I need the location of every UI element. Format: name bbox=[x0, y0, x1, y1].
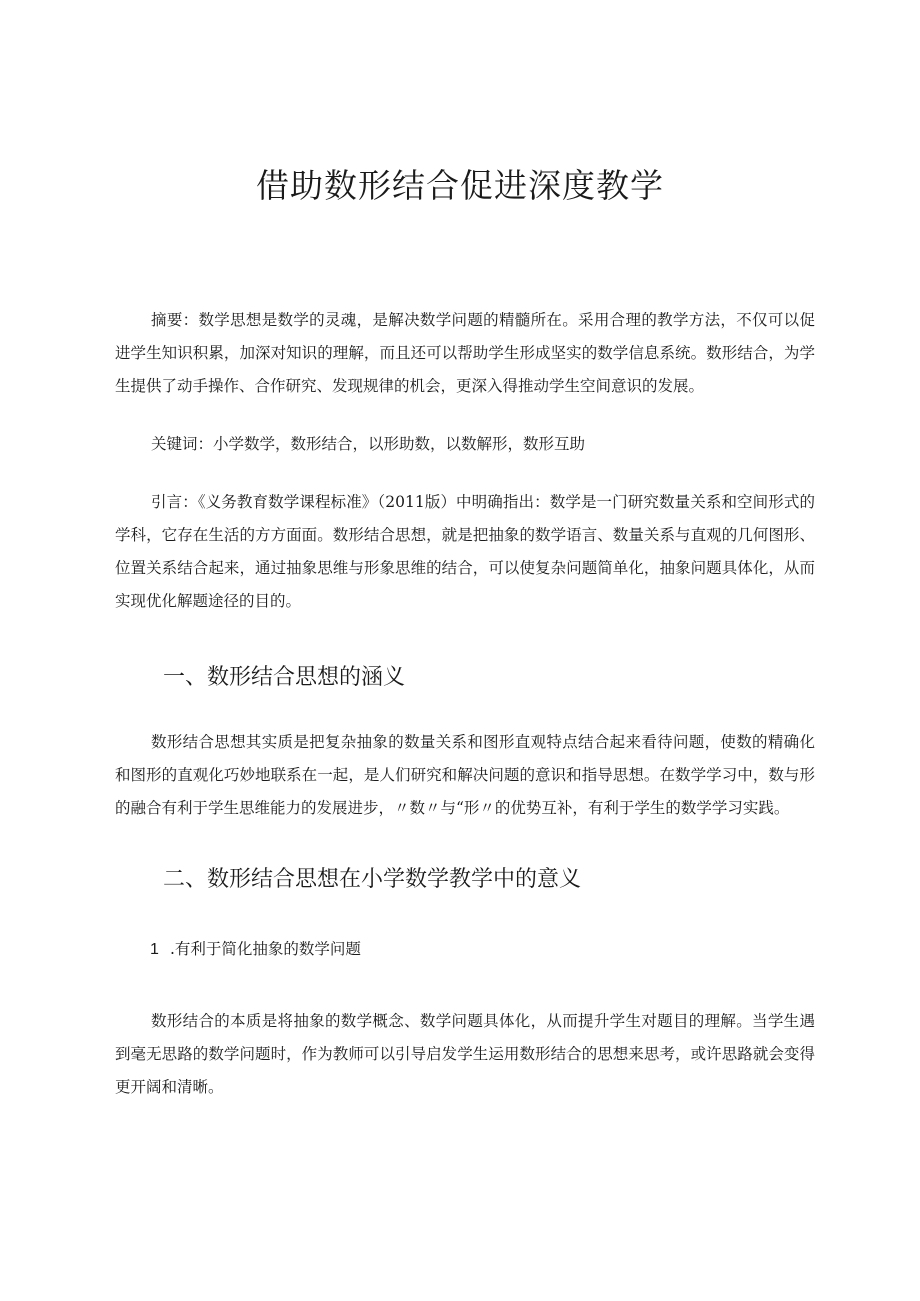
subsection-1-label: .有利于简化抽象的数学问题 bbox=[170, 940, 361, 958]
section-2-heading: 二、数形结合思想在小学数学教学中的意义 bbox=[163, 867, 582, 892]
subsection-1-heading bbox=[150, 933, 830, 966]
intro-paragraph: 引言：《义务教育数学课程标准》（2011版）中明确指出：数学是一门研究数量关系和空间形式的学科，它存在生活的方方面面。数形结合思想，就是把抽象的数学语言、数量关系与直观的几何图形、位置关系结合起来，通过抽象思维与形象思维的结合，可以使复杂问题简单化，抽象问题具体化，从而实现优化解题途径的目的。 bbox=[115, 493, 815, 610]
keywords-paragraph: 关键词：小学数学，数形结合，以形助数，以数解形，数形互助 bbox=[151, 435, 586, 453]
document-title: 借助数形结合促进深度教学 bbox=[256, 166, 664, 205]
section-1-heading: 一、数形结合思想的涵义 bbox=[163, 665, 406, 690]
subsection-1-paragraph: 数形结合的本质是将抽象的数学概念、数学问题具体化，从而提升学生对题目的理解。当学生遇到毫无思路的数学问题时，作为教师可以引导启发学生运用数形结合的思想来思考，或许思路就会变得更开阔和清晰。 bbox=[115, 1012, 815, 1096]
subsection-1-number: 1 bbox=[150, 941, 159, 958]
section-1-paragraph: 数形结合思想其实质是把复杂抽象的数量关系和图形直观特点结合起来看待问题，使数的精确化和图形的直观化巧妙地联系在一起，是人们研究和解决问题的意识和指导思想。在数学学习中，数与形的融合有利于学生思维能力的发展进步，〃数〃与“形〃的优势互补，有利于学生的数学学习实践。 bbox=[115, 733, 815, 817]
abstract-paragraph: 摘要：数学思想是数学的灵魂，是解决数学问题的精髓所在。采用合理的教学方法，不仅可以促进学生知识积累，加深对知识的理解，而且还可以帮助学生形成坚实的数学信息系统。数形结合，为学生提供了动手操作、合作研究、发现规律的机会，更深入得推动学生空间意识的发展。 bbox=[115, 311, 815, 395]
